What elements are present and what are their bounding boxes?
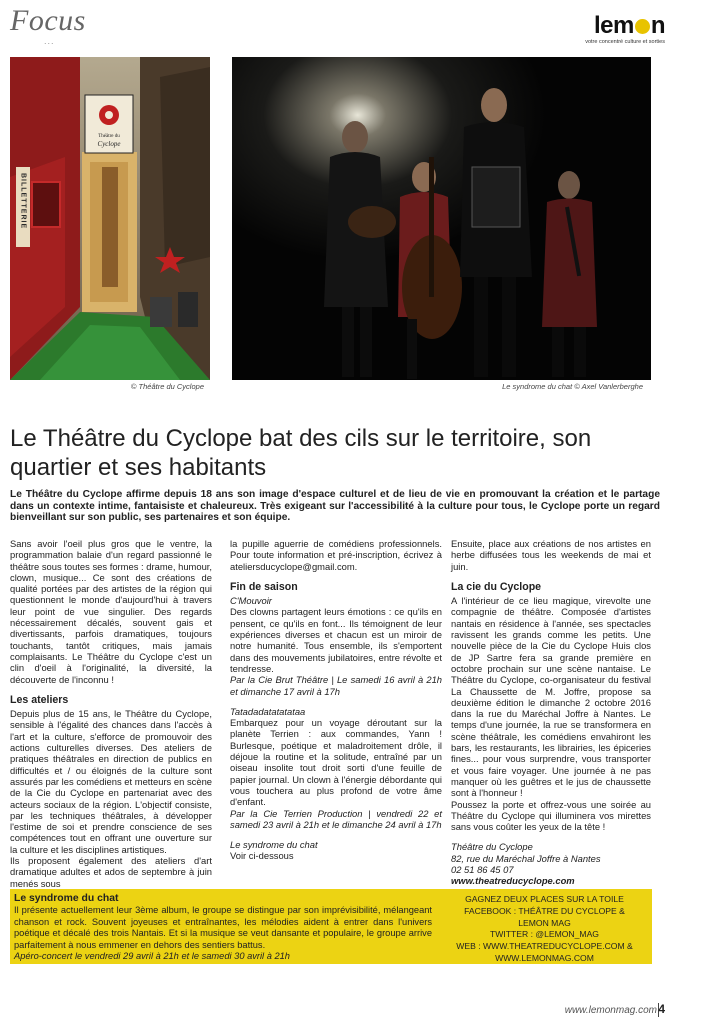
column-1 — [10, 538, 212, 889]
syndrome-title: Le syndrome du chat — [230, 839, 318, 851]
contact-phone: 02 51 86 45 07 — [451, 864, 514, 876]
section-title: Focus — [10, 4, 86, 37]
contest-line-3: LEMON MAG — [518, 917, 571, 928]
concert-info-box — [10, 889, 652, 964]
article-title: Le Théâtre du Cyclope bat des cils sur le territoire, son quartier et ses habitants — [10, 425, 592, 481]
contact-address: 82, rue du Maréchal Joffre à Nantes — [451, 852, 601, 864]
cie-heading: La cie du Cyclope — [451, 580, 542, 593]
fin-saison-heading: Fin de saison — [230, 580, 298, 593]
contest-info — [442, 894, 647, 965]
col1-intro: Sans avoir l'oeil plus gros que le ventre, la programmation balaie d'un regard passionné le théâtre sous toutes ses formes : drame, humour, clown, musique... Ce sont des créations de qualité portées par des artistes de la région qui questionnent le monde d'aujourd'hui à travers leur point de vue singulier. Des regards nécessairement décalés, souvent gais et divertissants, parfois dramatiques, toujours touchants, tantôt critiques, mais jamais complaisants. Le Théâtre du Cyclope c'est un clin d'oeil à l'originalité, la diversité, la découverte de l'inconnu ! — [10, 538, 212, 685]
column-3 — [451, 538, 651, 887]
page-number: 4 — [658, 1002, 665, 1016]
contest-line-1: GAGNEZ DEUX PLACES SUR LA TOILE — [465, 894, 624, 904]
tata-credit: Par la Cie Terrien Production | vendredi 22 et samedi 23 avril à 21h et le dimanche 24 avril à 17h — [230, 807, 442, 830]
ateliers-text: Depuis plus de 15 ans, le Théâtre du Cyclope, sensible à l'égalité des chances dans l'accès à l'art et la culture, s'efforce de promouvoir des actions culturelles diverses. Des ateliers de pratiques théâtrales en direction de publics en difficultés et / ou éloignés de la culture sont assurés par les comédiens et metteurs en scène de la Cie du Cyclope en partenariat avec des acteurs sociaux de la région. L'objectif consiste, par les techniques théâtrales, à développer l'estime de soi et prendre conscience de ses compétences tout en offrant une ouverture sur la culture et les disciplines artistiques. — [10, 708, 212, 855]
contest-line-2: FACEBOOK : THÉÂTRE DU CYCLOPE & — [464, 905, 625, 916]
contest-line-6: WWW.LEMONMAG.COM — [495, 952, 594, 963]
contest-line-4: TWITTER : @LEMON_MAG — [490, 929, 599, 940]
cmouvoir-credit: Par la Cie Brut Théâtre | Le samedi 16 avril à 21h et dimanche 17 avril à 17h — [230, 674, 442, 697]
col3-intro: Ensuite, place aux créations de nos artistes en herbe diffusées tous les weekends de mai et juin. — [451, 538, 651, 572]
contact-name: Théâtre du Cyclope — [451, 841, 533, 853]
logo-text-right: n — [650, 12, 665, 39]
concert-dates: Apéro-concert le vendredi 29 avril à 21h et le samedi 30 avril à 21h — [14, 951, 290, 962]
section-dots: ... — [44, 36, 55, 46]
magazine-logo — [585, 14, 665, 45]
band-illustration — [232, 57, 651, 380]
tata-title: Tatadadatatatataa — [230, 705, 306, 717]
right-photo-caption: Le syndrome du chat © Axel Vanlerberghe — [502, 382, 643, 391]
cmouvoir-text: Des clowns partagent leurs émotions : ce qu'ils en pensent, ce qu'ils en font... Ils témoignent de leur expériences diverses et chacun est un miroir de notre humanité. Tous ensemble, ils s'emportent dans des mouvements jubilatoires, entre révolte et tendresse. — [230, 606, 442, 674]
concert-info — [14, 893, 432, 962]
theatre-entrance-photo — [10, 57, 210, 380]
contest-line-5: WEB : WWW.THEATREDUCYCLOPE.COM & — [456, 941, 633, 952]
cmouvoir-title: C'Mouvoir — [230, 595, 272, 607]
logo-dot-icon — [635, 19, 650, 34]
footer-site-link[interactable]: www.lemonmag.com — [564, 1005, 657, 1016]
sign-theatre-text: Théâtre du — [98, 134, 120, 139]
cie-text: A l'intérieur de ce lieu magique, virevolte une compagnie de théâtre. Composée d'artistes nantais en résidence à l'année, ses spectacles ravissent les grands comme les petits. Une nouvelle pièce de la Cie du Cyclope Huis clos de JP Sartre fera sa grande première en octobre prochain sur une scène nantaise. Le Théâtre du Cyclope, co-organisateur du festival La Chaussette de M. Joffre, propose sa deuxième édition le dimanche 2 octobre 2016 dans la rue du Maréchal Joffre à Nantes. Le temps d'une journée, la rue se transformera en scène théâtrale, les comédiens envahiront les bars, les restaurants, les librairies, les épiceries fines... pour vous surprendre, vous transporter et vous faire voyager. Une journée à ne pas manquer où les guêtres et le jus de chaussette sont à l'honneur ! — [451, 595, 651, 799]
cie-text-2: Poussez la porte et offrez-vous une soirée au Théâtre du Cyclope qui illuminera vos mirettes sans vous coûter les yeux de la tête ! — [451, 798, 651, 833]
ateliers-heading: Les ateliers — [10, 693, 69, 706]
concert-title: Le syndrome du chat — [14, 893, 119, 904]
contact-web: www.theatreducyclope.com — [451, 875, 575, 887]
tata-text: Embarquez pour un voyage déroutant sur la planète Terrien : aux commandes, Yann ! Burlesque, poétique et maladroitement drôle, il déjoue la routine et la solitude, entraîné par un oiseau insolite tout droit sorti d'une feuille de papier journal. Un clown à l'énergie débordante qui vous touchera au plus profond de votre âme d'enfant. — [230, 717, 442, 808]
concert-description: Il présente actuellement leur 3ème album, le groupe se distingue par son imprévisibilité, mélangeant chanson et rock. Souvent joyeuses et entraînantes, les mélodies aident à entrer dans l'univers poétique et décalé des trois Nantais. Et si la musique se veut dansante et populaire, le groupe arrive parfaitement à nous emmener en dehors des sentiers battus. — [14, 905, 432, 950]
band-photo — [232, 57, 651, 380]
column-2 — [230, 538, 442, 862]
article-intro: Le Théâtre du Cyclope affirme depuis 18 ans son image d'espace culturel et de lieu de vie en promouvant la création et le partage dans un contexte intime, fantaisiste et chaleureux. Très exigeant sur l'accessibilité à la culture pour tous, le Cyclope porte un regard bienveillant sur son public, ses partenaires et son équipe. — [10, 489, 660, 524]
theatre-entrance-illustration — [10, 57, 210, 380]
logo-tagline: votre concentré culture et sorties — [585, 39, 665, 45]
logo-text-left: lem — [593, 12, 634, 39]
ateliers-text-2: Ils proposent également des ateliers d'art dramatique adultes et ados de septembre à juin menés sous — [10, 855, 212, 889]
left-photo-caption: © Théâtre du Cyclope — [130, 382, 204, 391]
col2-intro: la pupille aguerrie de comédiens professionnels. Pour toute information et pré-inscription, écrivez à ateliersducyclope@gmail.com. — [230, 538, 442, 572]
sign-billetterie-text: BILLETTERIE — [19, 173, 27, 230]
syndrome-text: Voir ci-dessous — [230, 850, 294, 862]
sign-cyclope-text: Cyclope — [97, 140, 121, 148]
